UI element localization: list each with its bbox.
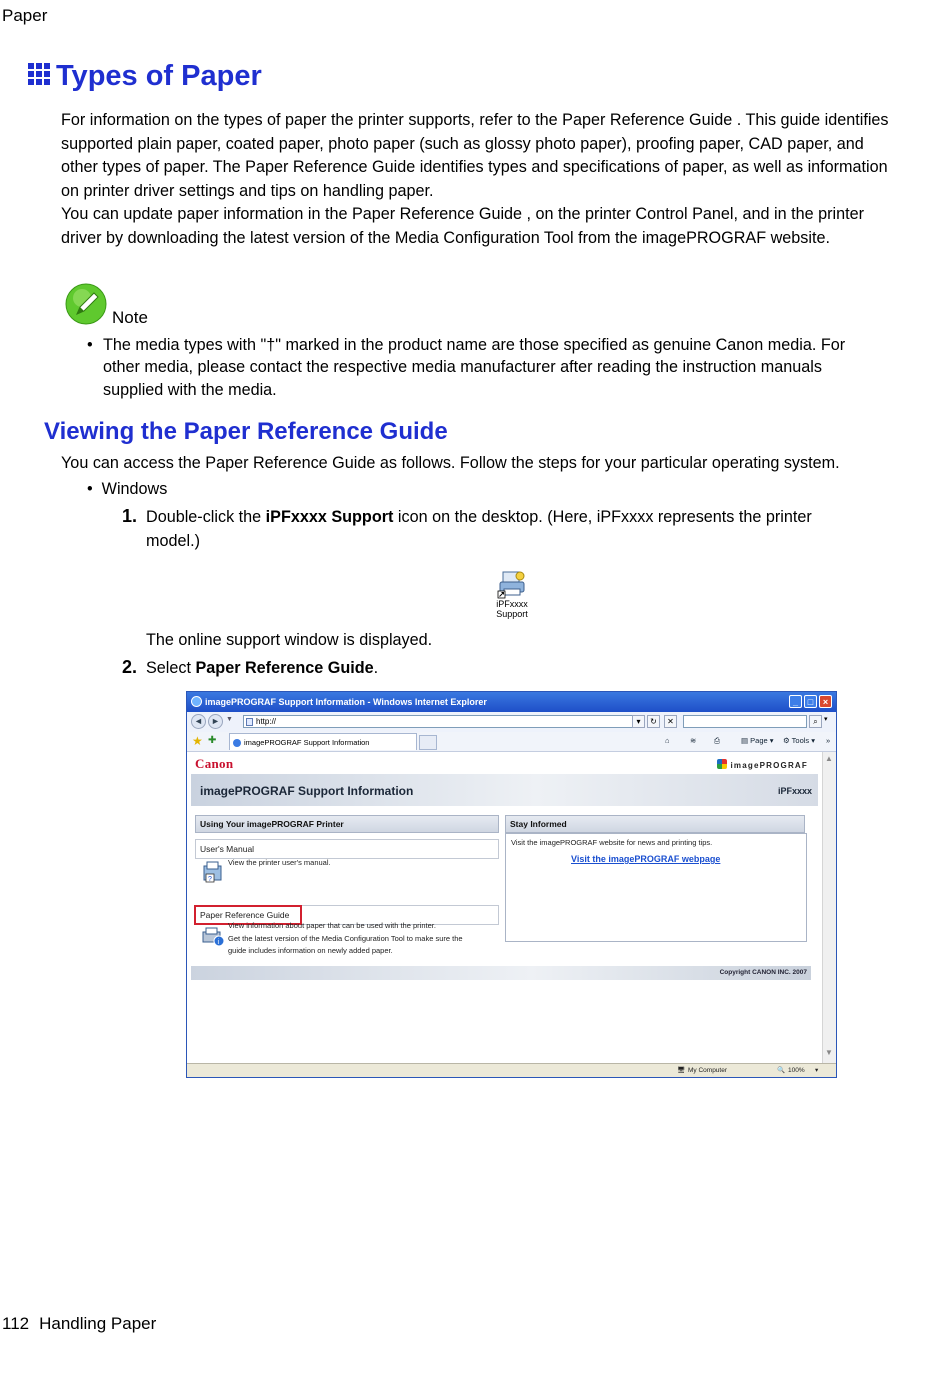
forward-button[interactable]: ►: [208, 714, 223, 729]
more-chevron-icon[interactable]: »: [826, 736, 831, 745]
os-bullet-text: Windows: [101, 480, 168, 498]
status-zone: My Computer: [688, 1067, 728, 1074]
intro-paragraph-1: For information on the types of paper the printer supports, refer to the Paper Reference Guide . This guide identifies supported plain paper, coated paper, photo paper (such as glossy photo paper), proofing paper, CAD paper, and other types of paper. The Paper Reference Guide identifies types and specifications of paper, as well as information on printer driver settings and tips on handling paper.: [61, 111, 889, 200]
step-2-text-bold: Paper Reference Guide: [195, 659, 374, 677]
canon-logo: Canon: [195, 756, 234, 771]
step-2-number: 2.: [122, 657, 138, 677]
page-content: [187, 752, 822, 1063]
step-2-text-pre: Select: [146, 659, 196, 677]
status-zoom[interactable]: 100%: [788, 1067, 805, 1074]
search-icon[interactable]: ⌕: [809, 715, 822, 728]
page-menu-label: Page: [750, 736, 768, 745]
page-menu[interactable]: ▤ Page ▾: [741, 736, 774, 745]
ie-icon: [191, 696, 202, 707]
users-manual-icon[interactable]: [201, 860, 225, 884]
address-toolbar: [187, 712, 836, 733]
back-button[interactable]: ◄: [191, 714, 206, 729]
paper-reference-desc: [228, 920, 463, 958]
step-2-text-post: .: [373, 659, 379, 677]
search-input[interactable]: [683, 715, 807, 728]
section-grid-icon: [28, 63, 50, 85]
note-bullet-text: The media types with "†" marked in the product name are those specified as genuine Canon media. For other media, please contact the respective media manufacturer after reading the instruction manuals supplied with the media.: [103, 336, 846, 399]
page-icon: [246, 718, 253, 726]
scroll-down-icon[interactable]: ▼: [825, 1048, 833, 1057]
maximize-button[interactable]: □: [804, 695, 817, 708]
minimize-button[interactable]: _: [789, 695, 802, 708]
scroll-up-icon[interactable]: ▲: [825, 754, 833, 763]
step-2: [122, 656, 378, 680]
new-tab-button[interactable]: [419, 735, 437, 750]
copyright-bar: Copyright CANON INC. 2007: [191, 966, 811, 980]
page-number: 112: [2, 1314, 30, 1333]
stop-icon[interactable]: ✕: [664, 715, 677, 728]
printer-shortcut-icon: [497, 569, 527, 599]
search-options-icon[interactable]: ▾: [824, 716, 828, 723]
desktop-icon-label-1: iPFxxxx: [496, 599, 528, 609]
address-text: http://: [256, 717, 277, 726]
paper-reference-desc-3: guide includes information on newly added paper.: [228, 946, 393, 955]
add-favorites-icon[interactable]: ✚: [208, 735, 217, 746]
stay-informed-text: Visit the imagePROGRAF website for news and printing tips.: [511, 838, 713, 847]
stay-informed-box: [505, 833, 807, 942]
bullet-dot: •: [87, 336, 93, 354]
zoom-icon: 🔍: [777, 1067, 786, 1074]
imageprograf-logo-text: imagePROGRAF: [730, 761, 808, 770]
note-bullet: [87, 334, 877, 401]
os-bullet: [87, 480, 167, 499]
zoom-dropdown-icon[interactable]: ▾: [815, 1067, 819, 1074]
footer: [2, 1314, 156, 1334]
close-button[interactable]: ×: [819, 695, 832, 708]
section-title-text: Types of Paper: [56, 60, 262, 92]
browser-screenshot: [186, 691, 837, 1078]
tab-label: imagePROGRAF Support Information: [244, 738, 370, 747]
note-pencil-icon: [65, 283, 107, 325]
history-dropdown-icon[interactable]: ▼: [226, 716, 233, 723]
subsection-intro: You can access the Paper Reference Guide as follows. Follow the steps for your particular operating system.: [61, 454, 840, 472]
note-label: Note: [112, 308, 148, 327]
support-banner: [191, 774, 818, 806]
svg-text:i: i: [217, 939, 220, 946]
running-head: Paper: [2, 6, 48, 25]
status-bar: [187, 1063, 836, 1078]
banner-title: imagePROGRAF Support Information: [200, 784, 414, 798]
bullet-dot: •: [87, 480, 102, 498]
desktop-icon-label-2: Support: [496, 609, 528, 619]
users-manual-desc: View the printer user's manual.: [228, 858, 331, 867]
address-input[interactable]: [243, 715, 643, 728]
step-1-text-post: icon on the desktop. (Here, iPFxxxx represents the printer model.): [146, 508, 812, 550]
tools-menu-label: Tools: [791, 736, 810, 745]
refresh-icon[interactable]: ↻: [647, 715, 660, 728]
users-manual-link[interactable]: User's Manual: [195, 839, 499, 859]
paper-reference-desc-1: View information about paper that can be used with the printer.: [228, 921, 436, 930]
browser-tab[interactable]: [229, 733, 417, 750]
vertical-scrollbar[interactable]: [822, 752, 836, 1063]
step-1-number: 1.: [122, 506, 138, 526]
imageprograf-logo-icon: [717, 759, 727, 769]
paper-reference-icon[interactable]: [201, 924, 225, 948]
address-dropdown-icon[interactable]: ▾: [632, 715, 645, 728]
browser-window-title: imagePROGRAF Support Information - Windows Internet Explorer: [205, 697, 487, 707]
browser-titlebar: [187, 692, 836, 712]
feeds-icon[interactable]: ≋: [690, 736, 697, 745]
step-1-text-pre: Double-click the: [146, 508, 266, 526]
paper-reference-link[interactable]: Paper Reference Guide: [195, 905, 499, 925]
step-1-text-bold: iPFxxxx Support: [265, 508, 394, 526]
tab-ie-icon: [233, 739, 241, 747]
favorites-star-icon[interactable]: ★: [192, 734, 203, 748]
tab-toolbar: [187, 732, 836, 752]
home-icon[interactable]: ⌂: [665, 736, 670, 745]
paper-reference-desc-2: Get the latest version of the Media Configuration Tool to make sure the: [228, 933, 463, 943]
computer-icon: 🖥: [677, 1067, 686, 1074]
tools-menu[interactable]: ⚙ Tools ▾: [783, 736, 816, 745]
step-1: [122, 505, 862, 553]
using-printer-header: Using Your imagePROGRAF Printer: [195, 815, 499, 833]
imageprograf-webpage-link[interactable]: Visit the imagePROGRAF webpage: [571, 854, 721, 864]
desktop-support-icon[interactable]: [496, 569, 528, 625]
section-title: [28, 60, 262, 93]
chapter-name: Handling Paper: [39, 1314, 157, 1333]
svg-text:?: ?: [208, 876, 212, 883]
intro-paragraph-2: You can update paper information in the Paper Reference Guide , on the printer Control Panel, and in the printer driver by downloading the latest version of the Media Configuration Tool from the imagePROGRAF website.: [61, 205, 864, 247]
subsection-title: Viewing the Paper Reference Guide: [44, 418, 448, 445]
stay-informed-header: Stay Informed: [505, 815, 805, 833]
print-icon[interactable]: ⎙: [714, 736, 720, 745]
online-window-text: The online support window is displayed.: [146, 631, 433, 649]
imageprograf-logo: [717, 759, 808, 770]
banner-model: iPFxxxx: [777, 786, 812, 796]
